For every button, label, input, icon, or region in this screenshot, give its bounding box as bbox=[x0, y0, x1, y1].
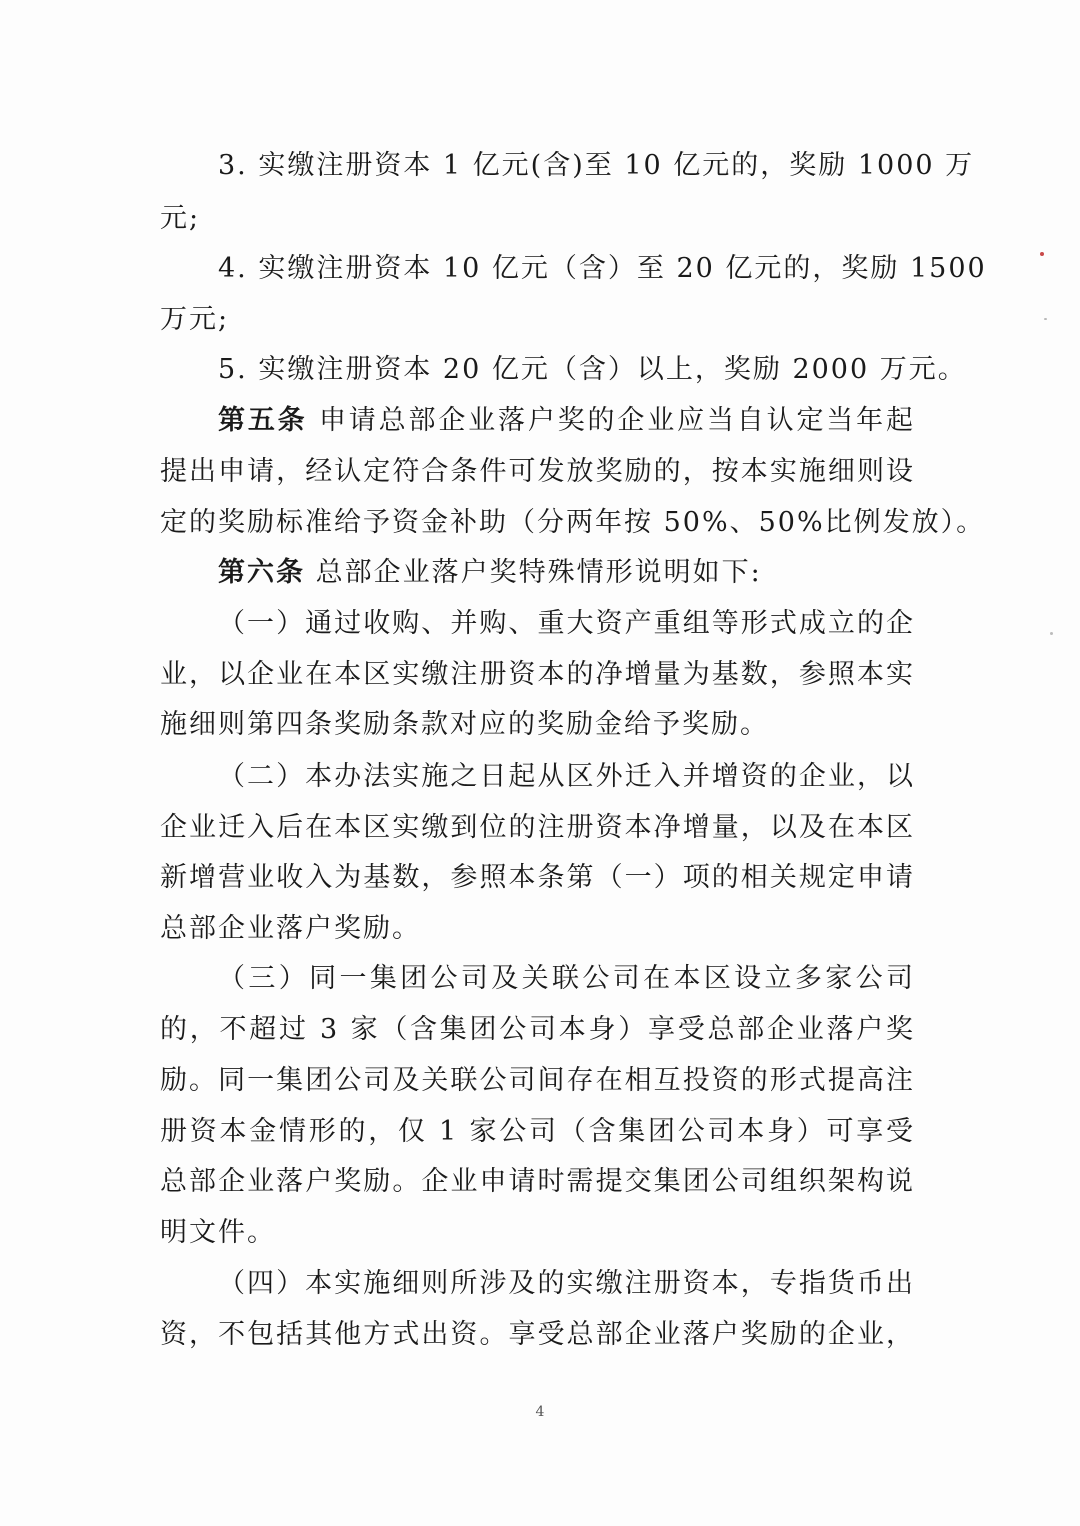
text-line: 定的奖励标准给予资金补助（分两年按 50%、50%比例发放）。 bbox=[160, 507, 986, 538]
text-line: 施细则第四条奖励条款对应的奖励金给予奖励。 bbox=[160, 709, 769, 740]
text-line: 万元; bbox=[160, 304, 230, 335]
text-line: （二）本办法实施之日起从区外迁入并增资的企业，以 bbox=[218, 761, 915, 792]
text-line: 3. 实缴注册资本 1 亿元(含)至 10 亿元的，奖励 1000 万 bbox=[218, 150, 975, 181]
text-line: （四）本实施细则所涉及的实缴注册资本，专指货币出 bbox=[218, 1268, 915, 1299]
text-line: 提出申请，经认定符合条件可发放奖励的，按本实施细则设 bbox=[160, 456, 915, 487]
text-line: 4. 实缴注册资本 10 亿元（含）至 20 亿元的，奖励 1500 bbox=[218, 253, 987, 284]
text-line: 资，不包括其他方式出资。享受总部企业落户奖励的企业， bbox=[160, 1319, 915, 1350]
page-number: 4 bbox=[535, 1404, 545, 1420]
article-label: 第六条 bbox=[218, 557, 305, 588]
text-line: 总部企业落户奖励。 bbox=[160, 913, 421, 944]
text-line: （三）同一集团公司及关联公司在本区设立多家公司 bbox=[218, 963, 915, 994]
article-heading-line: 第六条 总部企业落户奖特殊情形说明如下: bbox=[218, 557, 762, 588]
scan-speck bbox=[1050, 632, 1053, 635]
text-line: 的，不超过 3 家（含集团公司本身）享受总部企业落户奖 bbox=[160, 1014, 915, 1045]
scan-speck bbox=[1040, 252, 1044, 256]
text-line: 企业迁入后在本区实缴到位的注册资本净增量，以及在本区 bbox=[160, 812, 915, 843]
text-line: 5. 实缴注册资本 20 亿元（含）以上，奖励 2000 万元。 bbox=[218, 354, 967, 385]
text-line: 元; bbox=[160, 203, 201, 234]
article-label: 第五条 bbox=[218, 405, 308, 436]
text-line: 新增营业收入为基数，参照本条第（一）项的相关规定申请 bbox=[160, 862, 915, 893]
text-line: 册资本金情形的，仅 1 家公司（含集团公司本身）可享受 bbox=[160, 1116, 915, 1147]
text-line: 明文件。 bbox=[160, 1217, 276, 1248]
article-heading-line: 第五条 申请总部企业落户奖的企业应当自认定当年起 bbox=[218, 405, 915, 436]
text-line: 励。同一集团公司及关联公司间存在相互投资的形式提高注 bbox=[160, 1065, 915, 1096]
text-line: 总部企业落户奖励。企业申请时需提交集团公司组织架构说 bbox=[160, 1166, 915, 1197]
text-line: （一）通过收购、并购、重大资产重组等形式成立的企 bbox=[218, 608, 915, 639]
text-line: 业，以企业在本区实缴注册资本的净增量为基数，参照本实 bbox=[160, 659, 915, 690]
scan-speck bbox=[1044, 318, 1047, 320]
